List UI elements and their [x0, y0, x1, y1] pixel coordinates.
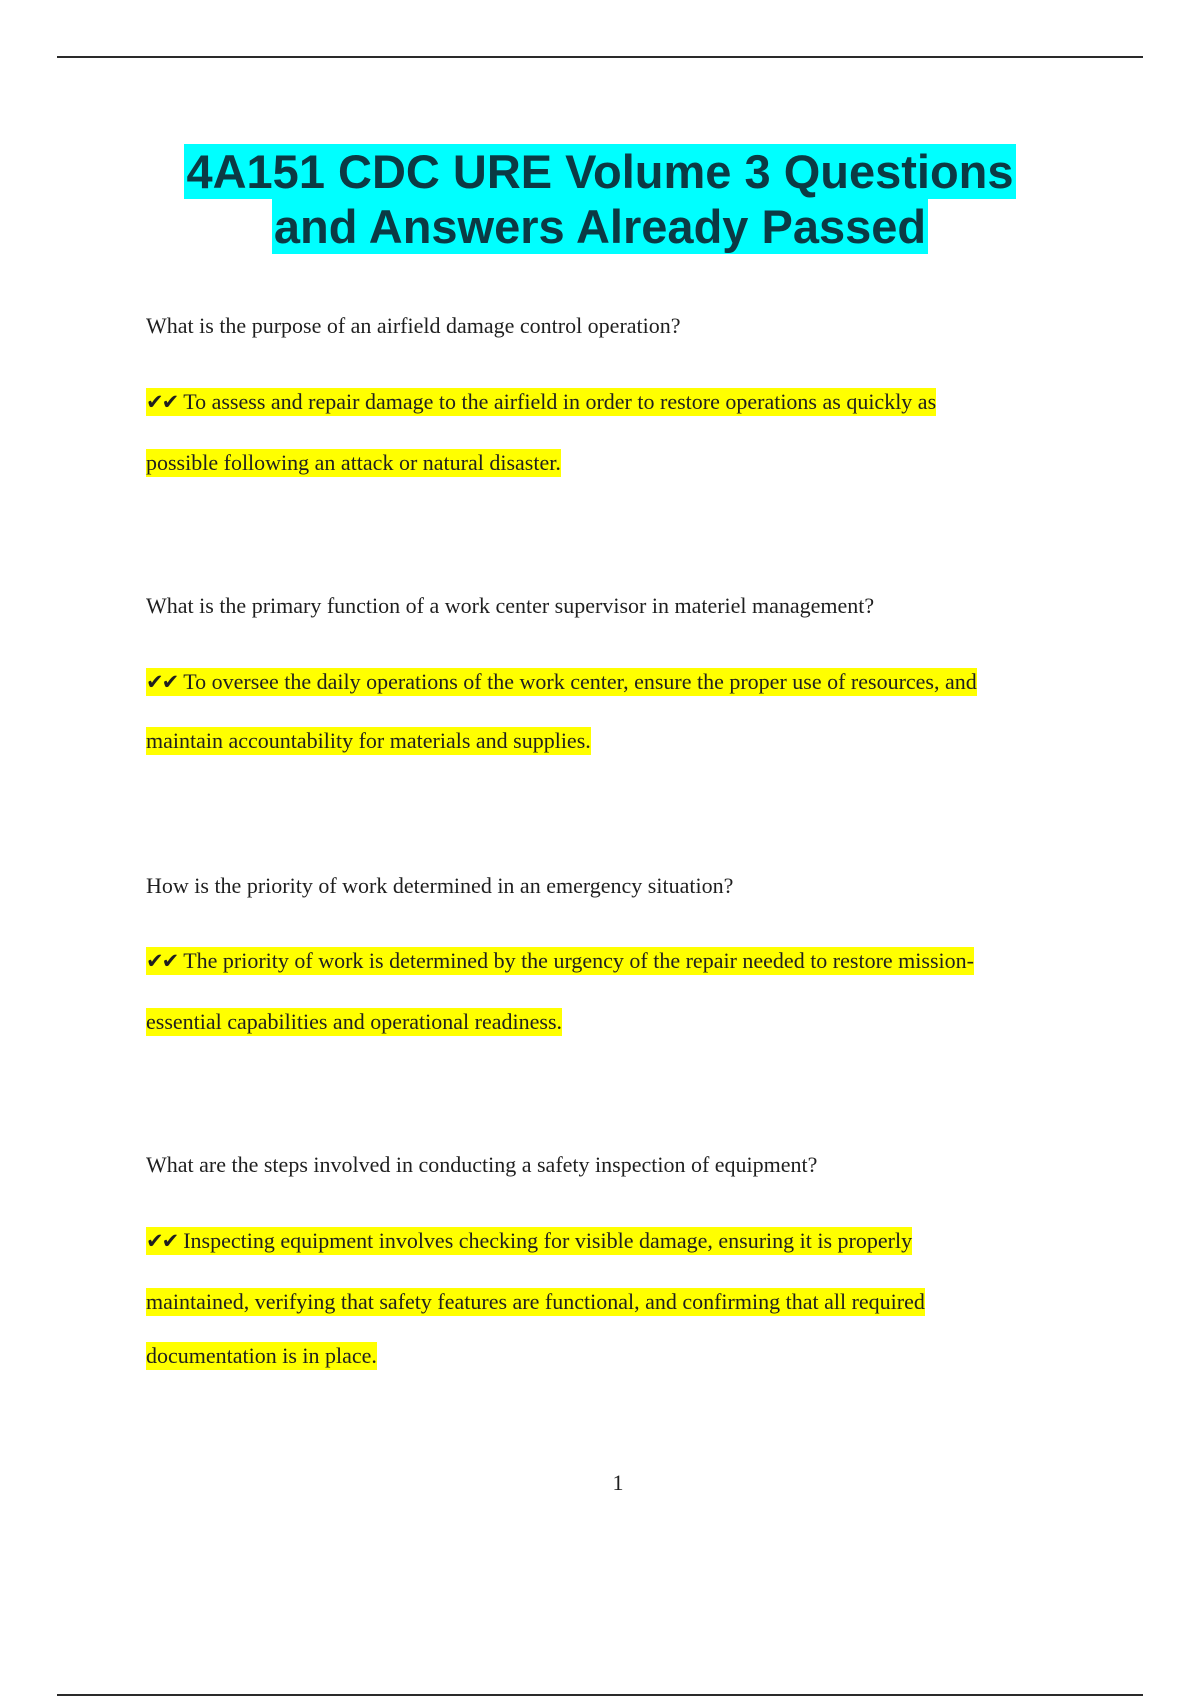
qa-item-1: [146, 312, 1076, 475]
question-2: What is the primary function of a work center supervisor in materiel management?: [146, 593, 875, 618]
check-mark-icon: ✔✔: [146, 1229, 178, 1253]
question-4: What are the steps involved in conducting a safety inspection of equipment?: [146, 1152, 818, 1177]
answer-2-line-1: To oversee the daily operations of the work center, ensure the proper use of resources, and: [183, 669, 977, 694]
answer-1-line-1: To assess and repair damage to the airfield in order to restore operations as quickly as: [183, 389, 937, 414]
question-3: How is the priority of work determined in an emergency situation?: [146, 873, 734, 898]
answer-4-line-1: Inspecting equipment involves checking for visible damage, ensuring it is properly: [183, 1228, 913, 1253]
header-rule: [57, 56, 1143, 58]
qa-item-3: [146, 872, 1076, 1034]
footer-rule: [57, 1694, 1143, 1696]
answer-1-line-2: possible following an attack or natural disaster.: [146, 450, 561, 475]
qa-item-2: [146, 592, 1076, 753]
document-title: [0, 144, 1200, 254]
question-1: What is the purpose of an airfield damage control operation?: [146, 313, 681, 338]
check-mark-icon: ✔✔: [146, 670, 178, 694]
answer-3-line-1: The priority of work is determined by the urgency of the repair needed to restore mission-: [183, 948, 974, 973]
answer-2-line-2: maintain accountability for materials and supplies.: [146, 728, 591, 753]
qa-item-4: [146, 1151, 1076, 1368]
answer-4-line-2: maintained, verifying that safety features are functional, and confirming that all required: [146, 1289, 925, 1314]
answer-4-line-3: documentation is in place.: [146, 1343, 377, 1368]
check-mark-icon: ✔✔: [146, 390, 178, 414]
check-mark-icon: ✔✔: [146, 949, 178, 973]
answer-3-line-2: essential capabilities and operational readiness.: [146, 1009, 563, 1034]
title-line-2: and Answers Already Passed: [273, 200, 927, 253]
page-number: 1: [612, 1470, 624, 1495]
title-line-1: 4A151 CDC URE Volume 3 Questions: [186, 145, 1014, 198]
